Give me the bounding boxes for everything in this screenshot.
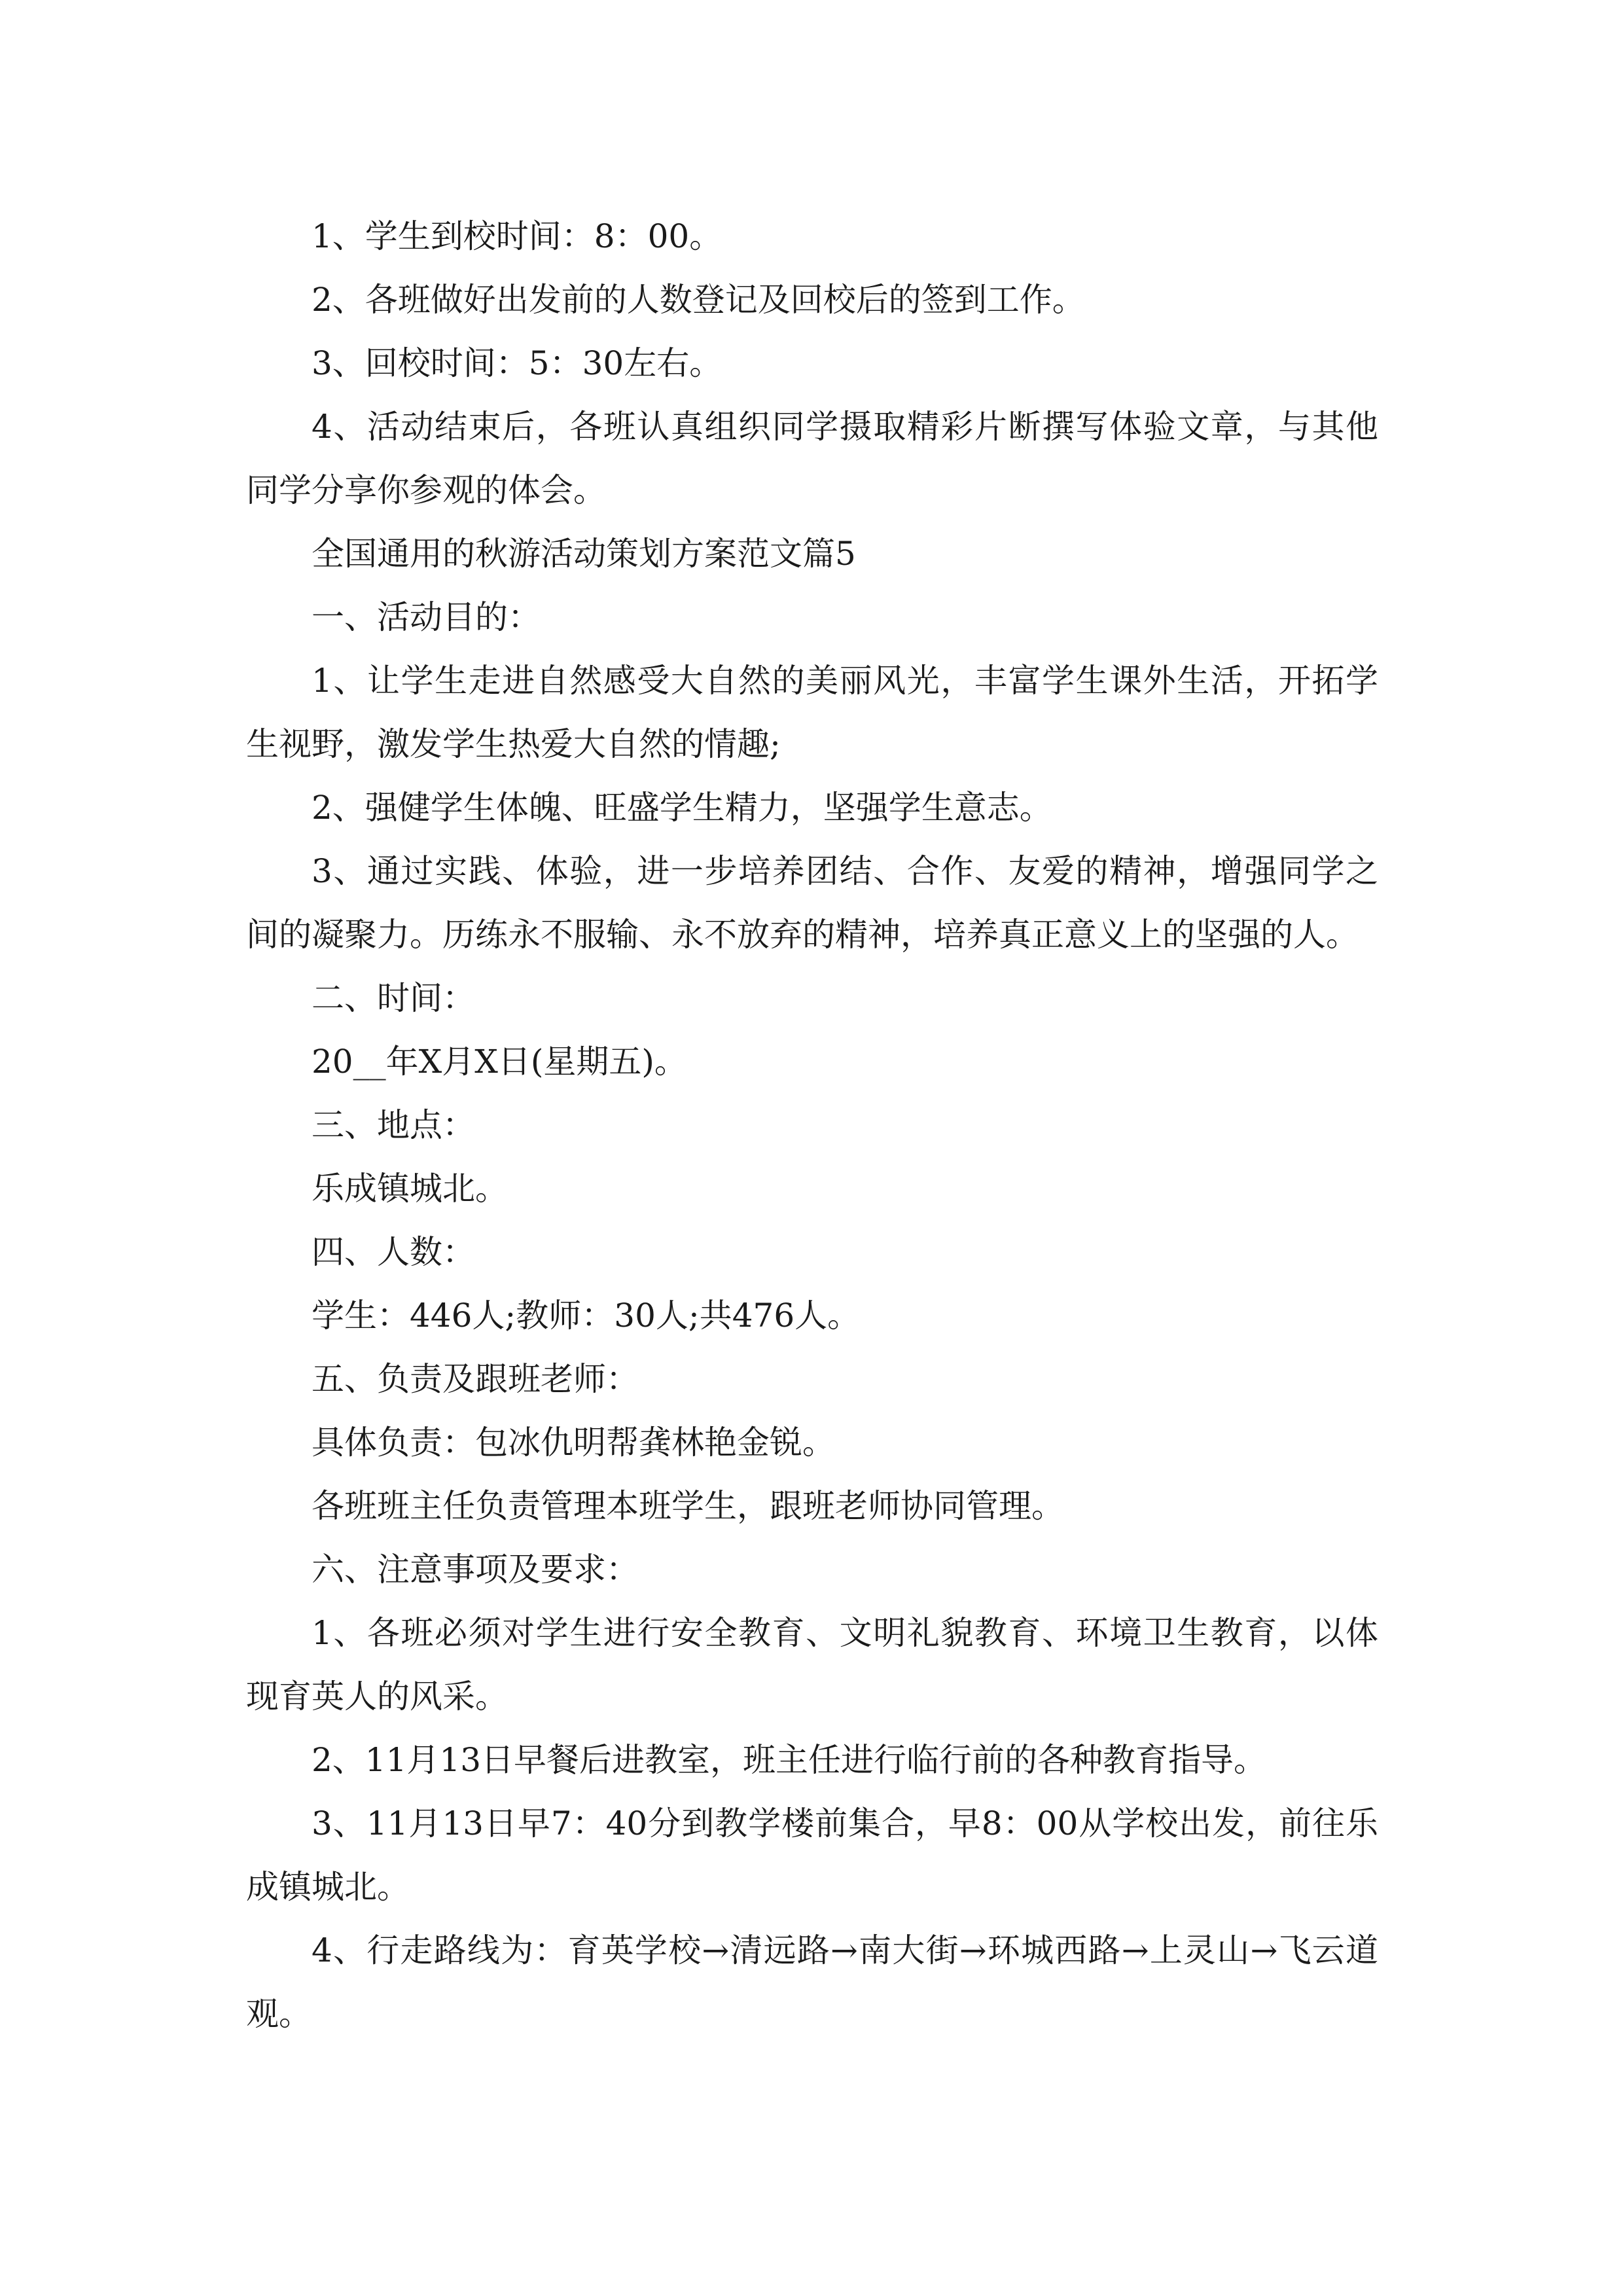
paragraph-note-1: 1、各班必须对学生进行安全教育、文明礼貌教育、环境卫生教育，以体现育英人的风采。 <box>246 1614 1378 1715</box>
paragraph-responsible: 具体负责：包冰仇明帮龚林艳金锐。 <box>312 1424 835 1462</box>
paragraph-after-activity: 4、活动结束后，各班认真组织同学摄取精彩片断撰写体验文章，与其他同学分享你参观的体会。 <box>246 408 1378 509</box>
paragraph-note-2: 2、11月13日早餐后进教室，班主任进行临行前的各种教育指导。 <box>312 1741 1267 1779</box>
heading-responsible: 五、负责及跟班老师： <box>312 1360 639 1398</box>
paragraph-note-3: 3、11月13日早7：40分到教学楼前集合，早8：00从学校出发，前往乐成镇城北。 <box>246 1804 1378 1906</box>
paragraph-class-management: 各班班主任负责管理本班学生，跟班老师协同管理。 <box>312 1487 1064 1525</box>
paragraph-purpose-1: 1、让学生走进自然感受大自然的美丽风光，丰富学生课外生活，开拓学生视野，激发学生热爱大自然的情趣; <box>246 662 1378 763</box>
heading-headcount: 四、人数： <box>312 1233 475 1271</box>
heading-time: 二、时间： <box>312 979 475 1017</box>
paragraph-purpose-2: 2、强健学生体魄、旺盛学生精力，坚强学生意志。 <box>312 789 1052 827</box>
paragraph-return-time: 3、回校时间：5：30左右。 <box>312 344 722 382</box>
document-body <box>246 205 1378 2046</box>
paragraph-arrival-time: 1、学生到校时间：8：00。 <box>312 217 722 255</box>
paragraph-date: 20__年X月X日(星期五)。 <box>312 1043 687 1081</box>
paragraph-note-4: 4、行走路线为：育英学校→清远路→南大街→环城西路→上灵山→飞云道观。 <box>246 1931 1378 2033</box>
heading-location: 三、地点： <box>312 1106 475 1144</box>
heading-purpose: 一、活动目的： <box>312 598 541 636</box>
paragraph-headcount: 学生：446人;教师：30人;共476人。 <box>312 1297 861 1335</box>
paragraph-purpose-3: 3、通过实践、体验，进一步培养团结、合作、友爱的精神，增强同学之间的凝聚力。历练永不服输、永不放弃的精神，培养真正意义上的坚强的人。 <box>246 852 1378 954</box>
paragraph-registration: 2、各班做好出发前的人数登记及回校后的签到工作。 <box>312 281 1085 319</box>
paragraph-location: 乐成镇城北。 <box>312 1170 508 1208</box>
section-title: 全国通用的秋游活动策划方案范文篇5 <box>312 535 856 573</box>
heading-notes: 六、注意事项及要求： <box>312 1551 639 1588</box>
